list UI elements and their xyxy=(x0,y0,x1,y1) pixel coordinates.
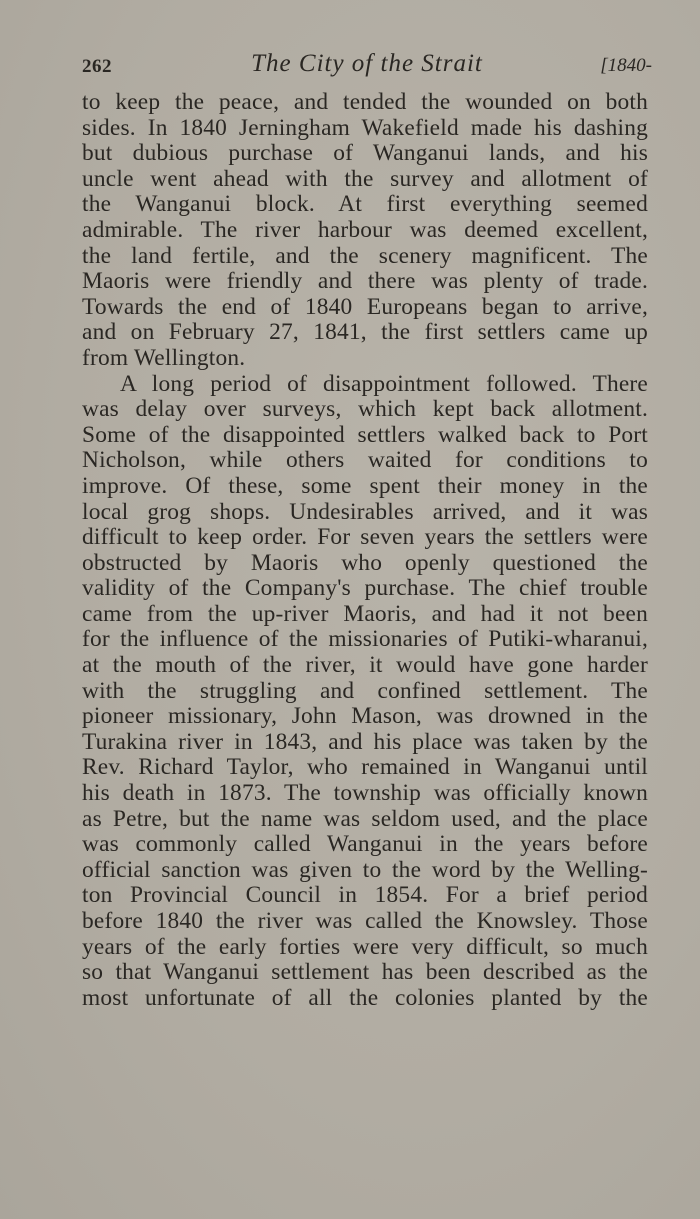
text-line: Rev. Richard Taylor, who remained in Wanganui until xyxy=(82,754,648,781)
text-line: but dubious purchase of Wanganui lands, and his xyxy=(82,140,648,167)
text-line: was delay over surveys, which kept back allotment. xyxy=(82,396,648,423)
text-line: before 1840 the river was called the Knowsley. Those xyxy=(82,908,648,934)
text-line: admirable. The river harbour was deemed excellent, xyxy=(82,216,648,243)
running-head xyxy=(82,50,652,86)
text-line: local grog shops. Undesirables arrived, and it was xyxy=(82,498,648,525)
text-line: Turakina river in 1843, and his place was taken by the xyxy=(82,728,648,755)
text-line: for the influence of the missionaries of Putiki-wharanui, xyxy=(82,626,648,653)
text-line: obstructed by Maoris who openly questioned the xyxy=(82,549,648,576)
text-line: was commonly called Wanganui in the years before xyxy=(82,831,648,858)
body-text xyxy=(82,90,648,1011)
page-number: 262 xyxy=(82,56,112,77)
text-line: years of the early forties were very difficult, so much xyxy=(82,933,648,960)
text-line: official sanction was given to the word by the Welling- xyxy=(82,856,648,883)
text-line: ton Provincial Council in 1854. For a brief period xyxy=(82,882,648,909)
text-line: so that Wanganui settlement has been described as the xyxy=(82,959,648,986)
text-line: validity of the Company's purchase. The chief trouble xyxy=(82,575,648,602)
text-line: and on February 27, 1841, the first settlers came up xyxy=(82,319,648,346)
running-title: The City of the Strait xyxy=(251,50,483,77)
text-line: Maoris were friendly and there was plenty of trade. xyxy=(82,268,648,295)
text-line: Towards the end of 1840 Europeans began to arrive, xyxy=(82,293,648,320)
text-line: the Wanganui block. At first everything seemed xyxy=(82,191,648,218)
paragraph-end-line: from Wellington. xyxy=(82,344,246,371)
text-line: improve. Of these, some spent their money in the xyxy=(82,472,648,499)
text-line: the land fertile, and the scenery magnificent. The xyxy=(82,242,648,269)
text-line: Nicholson, while others waited for conditions to xyxy=(82,447,648,474)
text-line: uncle went ahead with the survey and allotment of xyxy=(82,165,648,192)
text-line: with the struggling and confined settlement. The xyxy=(82,677,648,704)
text-line: pioneer missionary, John Mason, was drowned in the xyxy=(82,703,648,730)
text-line: came from the up-river Maoris, and had it not been xyxy=(82,600,648,627)
running-year: [1840- xyxy=(600,55,652,76)
text-line: difficult to keep order. For seven years the settlers were xyxy=(82,524,648,551)
text-line: as Petre, but the name was seldom used, and the place xyxy=(82,805,648,832)
text-line: Some of the disappointed settlers walked back to Port xyxy=(82,421,648,448)
text-line: at the mouth of the river, it would have gone harder xyxy=(82,652,648,679)
text-line: to keep the peace, and tended the wounded on both xyxy=(82,89,648,115)
text-line: sides. In 1840 Jerningham Wakefield made his dashing xyxy=(82,114,648,141)
text-line: his death in 1873. The township was officially known xyxy=(82,780,648,807)
text-line: most unfortunate of all the colonies planted by the xyxy=(82,984,648,1011)
paragraph-start-line: A long period of disappointment followed. There xyxy=(120,370,648,397)
